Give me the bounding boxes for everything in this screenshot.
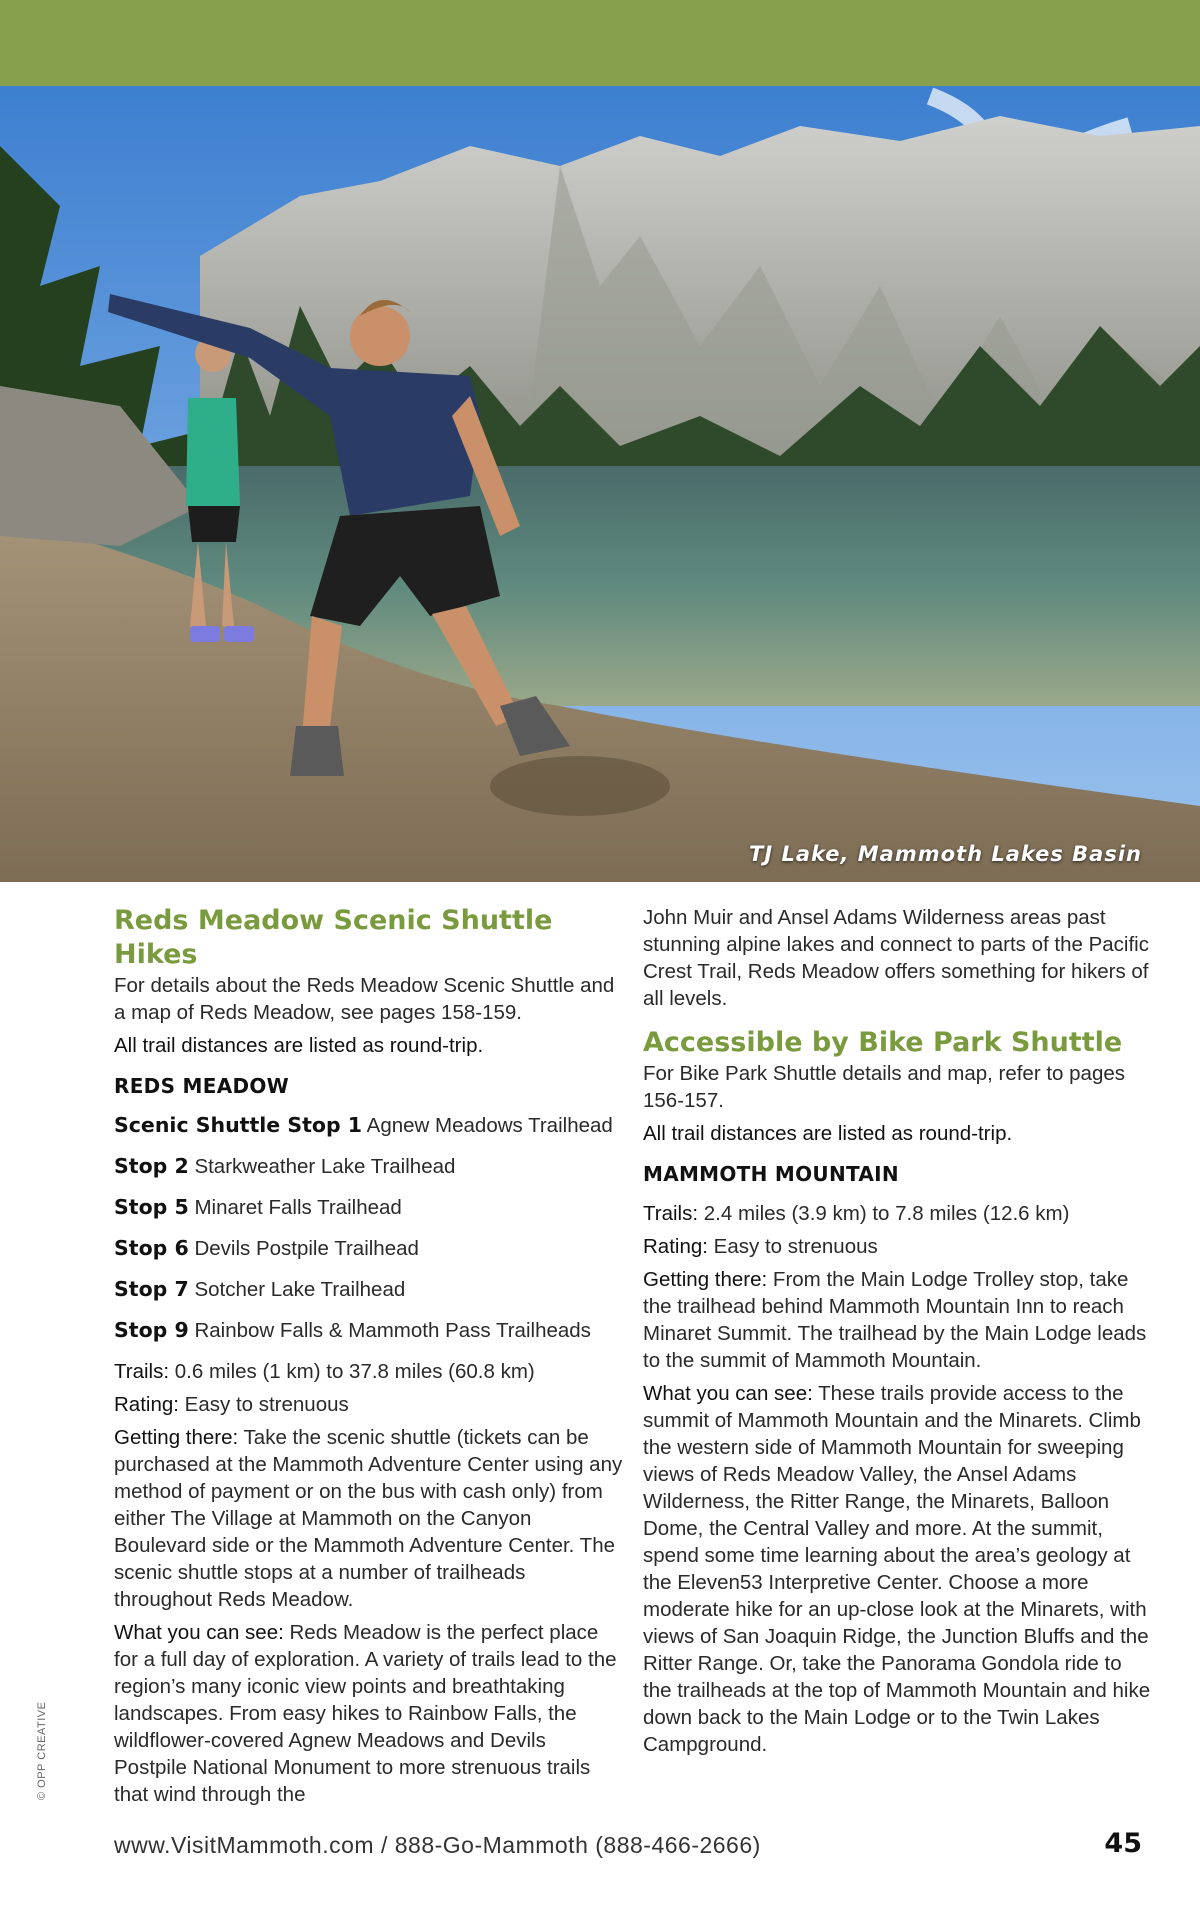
hero-photo (0, 86, 1200, 882)
stop-item (114, 1235, 624, 1262)
footer-website-phone[interactable]: www.VisitMammoth.com / 888-Go-Mammoth (888-466-2666) (114, 1832, 761, 1858)
stop-item (114, 1153, 624, 1180)
stop-item (114, 1194, 624, 1221)
reds-meadow-heading: Reds Meadow Scenic Shuttle Hikes (114, 905, 553, 970)
stop-label: Stop 2 (114, 1154, 189, 1178)
mammoth-mountain-section-title: MAMMOTH MOUNTAIN (643, 1162, 899, 1186)
reds-meadow-intro: For details about the Reds Meadow Scenic Shuttle and a map of Reds Meadow, see pages 158-159. (114, 974, 615, 1024)
lake-scene-illustration (0, 86, 1200, 882)
getting-there-label: Getting there: (643, 1268, 768, 1291)
stop-name: Devils Postpile Trailhead (194, 1237, 419, 1260)
stop-name: Starkweather Lake Trailhead (194, 1155, 456, 1178)
what-you-can-see-info (643, 1380, 1153, 1758)
getting-there-info (643, 1266, 1153, 1374)
rating-value: Easy to strenuous (713, 1235, 878, 1258)
photo-caption: TJ Lake, Mammoth Lakes Basin (749, 842, 1142, 866)
right-column (643, 904, 1153, 1764)
trails-value: 2.4 miles (3.9 km) to 7.8 miles (12.6 km) (703, 1202, 1070, 1225)
stop-name: Minaret Falls Trailhead (194, 1196, 402, 1219)
rating-label: Rating: (114, 1393, 179, 1416)
stop-label: Stop 6 (114, 1236, 189, 1260)
stop-item (114, 1317, 624, 1344)
bike-park-intro: For Bike Park Shuttle details and map, refer to pages 156-157. (643, 1062, 1126, 1112)
getting-there-text: Take the scenic shuttle (tickets can be purchased at the Mammoth Adventure Center using any method of payment or on the bus with cash only) from either The Village at Mammoth on the Canyon Boulevard side or the Mammoth Adventure Center. The scenic shuttle stops at a number of trailheads throughout Reds Meadow. (114, 1426, 623, 1611)
rating-value: Easy to strenuous (184, 1393, 349, 1416)
stop-label: Scenic Shuttle Stop 1 (114, 1113, 363, 1137)
trails-value: 0.6 miles (1 km) to 37.8 miles (60.8 km) (174, 1360, 535, 1383)
what-you-can-see-text: Reds Meadow is the perfect place for a full day of exploration. A variety of trails lead to the region’s many iconic view points and breathtaking landscapes. From easy hikes to Rainbow Falls, the wildflower-covered Agnew Meadows and Devils Postpile National Monument to more strenuous trails that wind through the (114, 1621, 617, 1806)
stop-label: Stop 5 (114, 1195, 189, 1219)
getting-there-label: Getting there: (114, 1426, 239, 1449)
what-you-can-see-info (114, 1619, 624, 1808)
stop-name: Sotcher Lake Trailhead (194, 1278, 406, 1301)
round-trip-note: All trail distances are listed as round-trip. (114, 1034, 484, 1057)
rating-label: Rating: (643, 1235, 708, 1258)
left-column (114, 904, 624, 1814)
stop-name: Rainbow Falls & Mammoth Pass Trailheads (194, 1319, 591, 1342)
rating-info (114, 1391, 624, 1418)
what-you-can-see-label: What you can see: (643, 1382, 813, 1405)
photo-credit: © OPP CREATIVE (36, 1701, 48, 1800)
top-color-band (0, 0, 1200, 86)
stop-item (114, 1112, 624, 1139)
getting-there-info (114, 1424, 624, 1613)
page-number: 45 (1104, 1828, 1142, 1859)
stop-label: Stop 7 (114, 1277, 189, 1301)
reds-meadow-section-title: REDS MEADOW (114, 1074, 290, 1098)
round-trip-note: All trail distances are listed as round-trip. (643, 1122, 1013, 1145)
trails-info (643, 1200, 1153, 1227)
stop-item (114, 1276, 624, 1303)
trails-info (114, 1358, 624, 1385)
getting-there-text: From the Main Lodge Trolley stop, take the trailhead behind Mammoth Mountain Inn to reach Minaret Summit. The trailhead by the Main Lodge leads to the summit of Mammoth Mountain. (643, 1268, 1147, 1372)
trails-label: Trails: (114, 1360, 170, 1383)
what-you-can-see-label: What you can see: (114, 1621, 284, 1644)
continued-text: John Muir and Ansel Adams Wilderness areas past stunning alpine lakes and connect to parts of the Pacific Crest Trail, Reds Meadow offers something for hikers of all levels. (643, 906, 1149, 1010)
stop-label: Stop 9 (114, 1318, 189, 1342)
trails-label: Trails: (643, 1202, 699, 1225)
what-you-can-see-text: These trails provide access to the summit of Mammoth Mountain and the Minarets. Climb the western side of Mammoth Mountain for sweeping views of Reds Meadow Valley, the Ansel Adams Wilderness, the Ritter Range, the Minarets, Balloon Dome, the Central Valley and more. At the summit, spend some time learning about the area’s geology at the Eleven53 Interpretive Center. Choose a more moderate hike for an up-close look at the Minarets, with views of San Joaquin Ridge, the Junction Bluffs and the Ritter Range. Or, take the Panorama Gondola ride to the trailheads at the top of Mammoth Mountain and hike down back to the Main Lodge or to the Twin Lakes Campground. (643, 1382, 1151, 1756)
stop-name: Agnew Meadows Trailhead (366, 1114, 613, 1137)
bike-park-heading: Accessible by Bike Park Shuttle (643, 1027, 1123, 1058)
rating-info (643, 1233, 1153, 1260)
